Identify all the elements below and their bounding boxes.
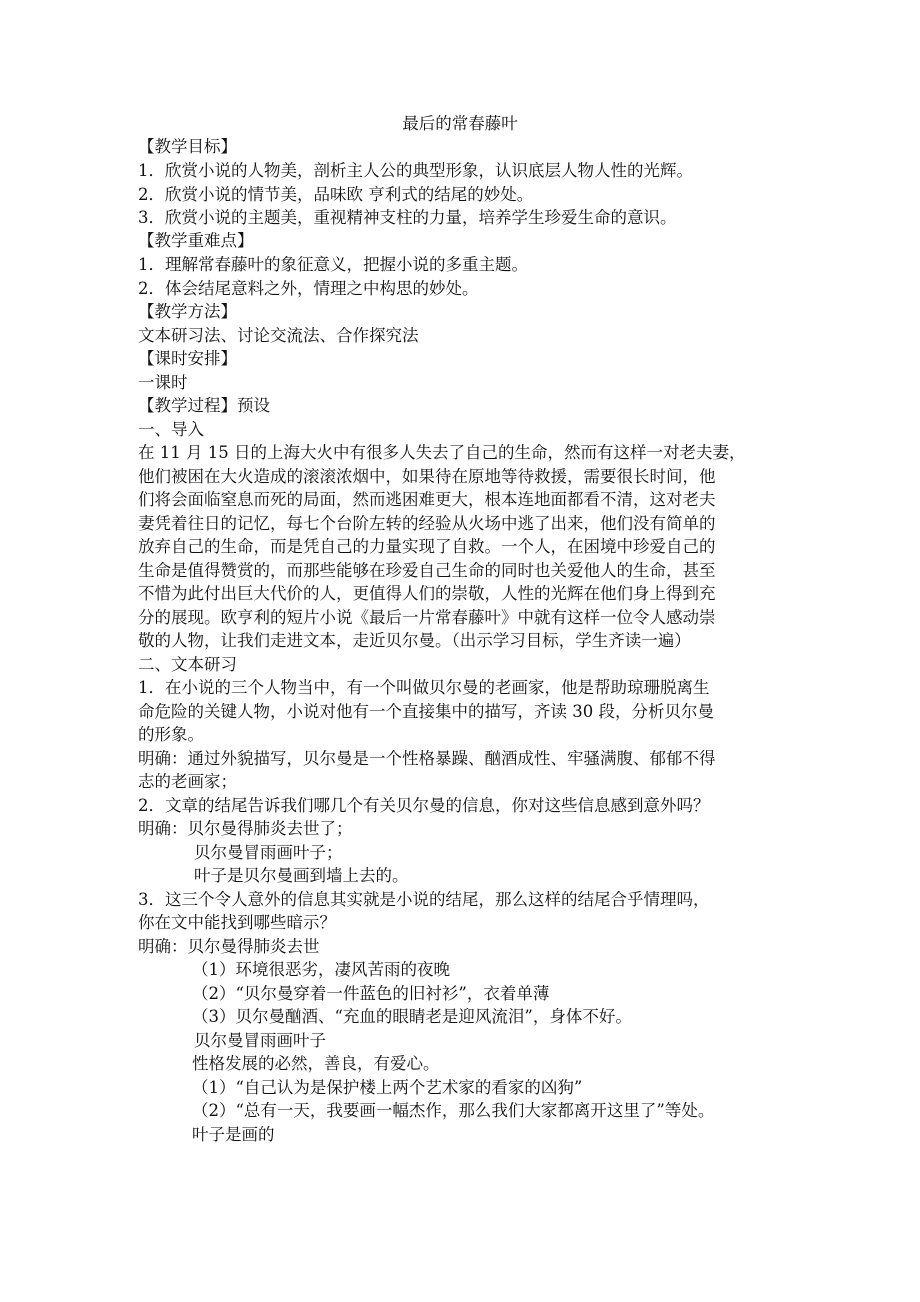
answer-3-line: （1）“自己认为是保护楼上两个艺术家的看家的凶狗”: [192, 1078, 583, 1097]
answer-3-line: （1）环境很恶劣，凄风苦雨的夜晚: [192, 960, 450, 979]
answer-3-line: （2）“总有一天，我要画一幅杰作，那么我们大家都离开这里了”等处。: [192, 1101, 715, 1120]
answer-3-line: 贝尔曼冒雨画叶子: [194, 1031, 326, 1050]
intro-paragraph-line: 分的展现。欧亨利的短片小说《最后一片常春藤叶》中就有这样一位令人感动崇: [138, 608, 716, 627]
heading-teaching-process: 【教学过程】预设: [138, 396, 270, 415]
section-text-study: 二、文本研习: [138, 655, 237, 674]
section-introduction: 一、导入: [138, 420, 204, 439]
answer-2-line: 叶子是贝尔曼画到墙上去的。: [194, 866, 409, 885]
heading-key-points: 【教学重难点】: [138, 231, 254, 250]
intro-paragraph-line: 敬的人物，让我们走进文本，走近贝尔曼。（出示学习目标，学生齐读一遍）: [138, 631, 691, 650]
intro-paragraph-line: 放弃自己的生命，而是凭自己的力量实现了自救。一个人，在困境中珍爱自己的: [138, 537, 716, 556]
answer-3-line: 性格发展的必然，善良，有爱心。: [192, 1054, 440, 1073]
goal-item-2: 2．欣赏小说的情节美，品味欧 亨利式的结尾的妙处。: [138, 185, 534, 204]
question-3-line: 你在文中能找到哪些暗示？: [138, 913, 336, 932]
intro-paragraph-line: 妻凭着往日的记忆，每七个台阶左转的经验从火场中逃了出来，他们没有简单的: [138, 514, 716, 533]
heading-schedule: 【课时安排】: [138, 349, 237, 368]
intro-paragraph-line: 生命是值得赞赏的，而那些能够在珍爱自己生命的同时也关爱他人的生命，甚至: [138, 561, 716, 580]
question-1-line: 1．在小说的三个人物当中，有一个叫做贝尔曼的老画家，他是帮助琼珊脱离生: [138, 678, 710, 697]
schedule-text: 一课时: [138, 373, 188, 392]
goal-item-3: 3．欣赏小说的主题美，重视精神支柱的力量，培养学生珍爱生命的意识。: [138, 208, 677, 227]
intro-paragraph-line: 他们被困在大火造成的滚滚浓烟中，如果待在原地等待救援，需要很长时间，他: [138, 467, 716, 486]
intro-paragraph-line: 在 11 月 15 日的上海大火中有很多人失去了自己的生命，然而有这样一对老夫妻，: [138, 443, 746, 462]
answer-3-line: 明确：贝尔曼得肺炎去世: [138, 937, 320, 956]
answer-3-line: （2）“贝尔曼穿着一件蓝色的旧衬衫”，衣着单薄: [192, 984, 550, 1003]
question-1-line: 的形象。: [138, 725, 204, 744]
key-point-2: 2．体会结尾意料之外，情理之中构思的妙处。: [138, 279, 479, 298]
intro-paragraph-line: 不惜为此付出巨大代价的人，更值得人们的崇敬，人性的光辉在他们身上得到充: [138, 584, 716, 603]
intro-paragraph-line: 们将会面临窒息而死的局面，然而逃困难更大，根本连地面都看不清，这对老夫: [138, 490, 716, 509]
heading-teaching-goals: 【教学目标】: [138, 137, 237, 156]
answer-3-line: （3）贝尔曼酗酒、“充血的眼睛老是迎风流泪”，身体不好。: [192, 1007, 632, 1026]
answer-2-line: 明确：贝尔曼得肺炎去世了；: [138, 819, 353, 838]
goal-item-1: 1．欣赏小说的人物美，剖析主人公的典型形象，认识底层人物人性的光辉。: [138, 161, 693, 180]
answer-1-line: 志的老画家；: [138, 772, 237, 791]
key-point-1: 1．理解常春藤叶的象征意义，把握小说的多重主题。: [138, 255, 528, 274]
answer-3-line: 叶子是画的: [192, 1125, 275, 1144]
question-1-line: 命危险的关键人物，小说对他有一个直接集中的描写，齐读 30 段，分析贝尔曼: [138, 702, 714, 721]
answer-2-line: 贝尔曼冒雨画叶子；: [194, 843, 343, 862]
teaching-methods-text: 文本研习法、讨论交流法、合作探究法: [138, 326, 419, 345]
heading-teaching-methods: 【教学方法】: [138, 302, 237, 321]
document-title: 最后的常春藤叶: [402, 114, 518, 133]
question-2-line: 2．文章的结尾告诉我们哪几个有关贝尔曼的信息，你对这些信息感到意外吗？: [138, 796, 710, 815]
answer-1-line: 明确：通过外貌描写，贝尔曼是一个性格暴躁、酗酒成性、牢骚满腹、郁郁不得: [138, 749, 716, 768]
question-3-line: 3．这三个令人意外的信息其实就是小说的结尾，那么这样的结尾合乎情理吗，: [138, 890, 710, 909]
